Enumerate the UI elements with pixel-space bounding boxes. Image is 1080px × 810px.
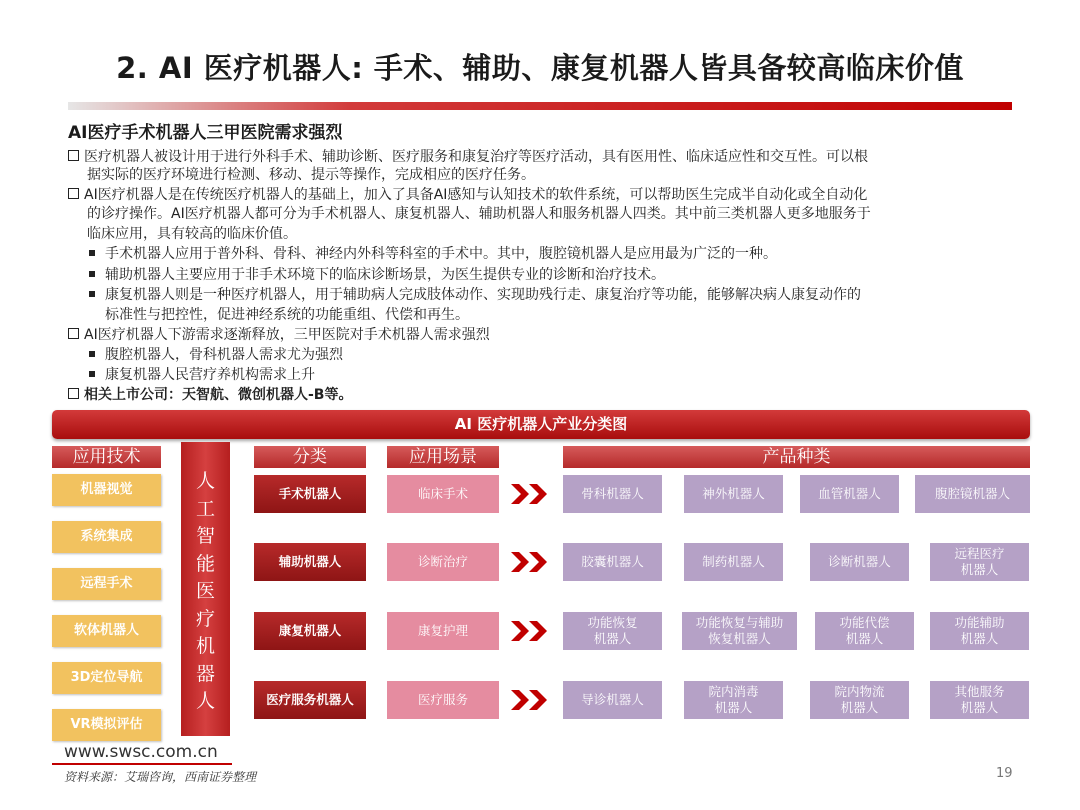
- tech-item: 软体机器人: [52, 615, 161, 647]
- product-box: 功能恢复 机器人: [563, 612, 662, 650]
- checkbox-bullet-icon: [68, 388, 79, 399]
- product-box: 其他服务 机器人: [930, 681, 1029, 719]
- section-subtitle: AI医疗手术机器人三甲医院需求强烈: [68, 123, 343, 143]
- website-url[interactable]: www.swsc.com.cn: [64, 742, 218, 762]
- diagram-header: AI 医疗机器人产业分类图: [52, 410, 1030, 439]
- sub-bullet-text: 康复机器人民营疗养机构需求上升: [105, 367, 315, 383]
- category-box: 医疗服务机器人: [254, 681, 366, 719]
- sub-bullet-text: 康复机器人则是一种医疗机器人，用于辅助病人完成肢体动作、实现助残行走、康复治疗等功能，能够解决病人康复动作的: [105, 287, 861, 303]
- bullet-text: 医疗机器人被设计用于进行外科手术、辅助诊断、医疗服务和康复治疗等医疗活动，具有医用性、临床适应性和交互性。可以根: [84, 149, 868, 165]
- bullet-text: AI医疗机器人是在传统医疗机器人的基础上，加入了具备AI感知与认知技术的软件系统，可以帮助医生完成半自动化或全自动化: [84, 187, 868, 203]
- sub-bullet-text: 腹腔机器人，骨科机器人需求尤为强烈: [105, 347, 343, 363]
- sub-bullet-item: [89, 286, 861, 304]
- double-chevron-icon: [511, 612, 549, 650]
- square-bullet-icon: [89, 250, 95, 256]
- square-bullet-icon: [89, 271, 95, 277]
- tech-item: VR模拟评估: [52, 709, 161, 741]
- product-box: 神外机器人: [684, 475, 783, 513]
- product-box: 功能代偿 机器人: [815, 612, 914, 650]
- page-title: 2. AI 医疗机器人: 手术、辅助、康复机器人皆具备较高临床价值: [116, 51, 964, 85]
- sub-bullet-item: [89, 346, 343, 364]
- column-header-category: 分类: [254, 446, 366, 468]
- bullet-text: AI医疗机器人下游需求逐渐释放，三甲医院对手术机器人需求强烈: [84, 327, 490, 343]
- source-note: 资料来源：艾瑞咨询，西南证券整理: [64, 770, 257, 784]
- sub-bullet-item: [89, 266, 665, 284]
- sub-bullet-text: 手术机器人应用于普外科、骨科、神经内外科等科室的手术中。其中，腹腔镜机器人是应用最为广泛的一种。: [105, 246, 777, 262]
- product-box: 功能辅助 机器人: [930, 612, 1029, 650]
- title-underline: [68, 102, 1012, 110]
- bullet-item: [68, 326, 490, 344]
- checkbox-bullet-icon: [68, 150, 79, 161]
- tech-item: 机器视觉: [52, 474, 161, 506]
- scene-box: 临床手术: [387, 475, 499, 513]
- category-box: 辅助机器人: [254, 543, 366, 581]
- tech-item: 系统集成: [52, 521, 161, 553]
- double-chevron-icon: [511, 681, 549, 719]
- category-box: 手术机器人: [254, 475, 366, 513]
- bullet-text: 相关上市公司：天智航、微创机器人-B等。: [84, 387, 353, 403]
- scene-box: 诊断治疗: [387, 543, 499, 581]
- double-chevron-icon: [511, 543, 549, 581]
- page-number: 19: [996, 766, 1013, 781]
- checkbox-bullet-icon: [68, 328, 79, 339]
- sub-bullet-continuation: 标准性与把控性，促进神经系统的功能重组、代偿和再生。: [105, 307, 469, 323]
- column-header-products: 产品种类: [563, 446, 1030, 468]
- double-chevron-icon: [511, 475, 549, 513]
- product-box: 功能恢复与辅助 恢复机器人: [682, 612, 797, 650]
- sub-bullet-text: 辅助机器人主要应用于非手术环境下的临床诊断场景，为医生提供专业的诊断和治疗技术。: [105, 267, 665, 283]
- product-box: 诊断机器人: [810, 543, 909, 581]
- tech-item: 3D定位导航: [52, 662, 161, 694]
- scene-box: 医疗服务: [387, 681, 499, 719]
- sub-bullet-item: [89, 245, 777, 263]
- bullet-continuation: 据实际的医疗环境进行检测、移动、提示等操作，完成相应的医疗任务。: [87, 167, 535, 183]
- product-box: 院内消毒 机器人: [684, 681, 783, 719]
- bullet-continuation: 临床应用，具有较高的临床价值。: [87, 226, 297, 242]
- product-box: 导诊机器人: [563, 681, 662, 719]
- scene-box: 康复护理: [387, 612, 499, 650]
- product-box: 胶囊机器人: [563, 543, 662, 581]
- column-header-tech: 应用技术: [52, 446, 161, 468]
- square-bullet-icon: [89, 351, 95, 357]
- checkbox-bullet-icon: [68, 188, 79, 199]
- bullet-item-companies: [68, 386, 352, 404]
- product-box: 制药机器人: [684, 543, 783, 581]
- footer-divider: [52, 763, 232, 765]
- column-header-scene: 应用场景: [387, 446, 499, 468]
- sub-bullet-item: [89, 366, 315, 384]
- product-box: 腹腔镜机器人: [915, 475, 1030, 513]
- ai-medical-robot-label: 人工智能医疗机器人: [195, 470, 215, 712]
- product-box: 骨科机器人: [563, 475, 662, 513]
- product-box: 远程医疗 机器人: [930, 543, 1029, 581]
- bullet-continuation: 的诊疗操作。AI医疗机器人都可分为手术机器人、康复机器人、辅助机器人和服务机器人四类。其中前三类机器人更多地服务于: [87, 206, 871, 222]
- product-box: 血管机器人: [800, 475, 899, 513]
- bullet-item: [68, 186, 867, 204]
- product-box: 院内物流 机器人: [810, 681, 909, 719]
- bullet-item: [68, 148, 868, 166]
- tech-item: 远程手术: [52, 568, 161, 600]
- square-bullet-icon: [89, 291, 95, 297]
- square-bullet-icon: [89, 371, 95, 377]
- category-box: 康复机器人: [254, 612, 366, 650]
